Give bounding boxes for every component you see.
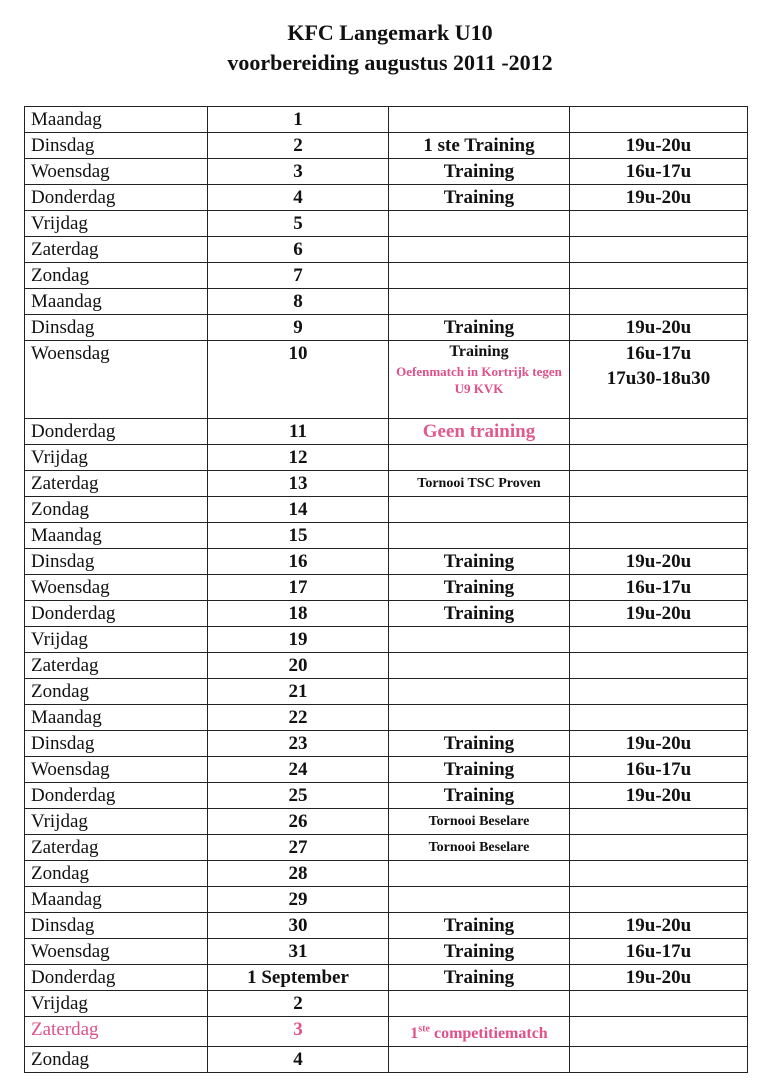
time-cell (570, 341, 748, 419)
time-cell: 19u-20u (570, 133, 748, 159)
table-row (25, 757, 748, 783)
day-cell: Vrijdag (25, 445, 208, 471)
table-row (25, 601, 748, 627)
activity-cell: Training (389, 159, 570, 185)
activity-cell: Training (389, 731, 570, 757)
date-cell: 29 (208, 887, 389, 913)
date-cell: 14 (208, 497, 389, 523)
time-cell (570, 263, 748, 289)
day-cell: Donderdag (25, 601, 208, 627)
time-cell (570, 471, 748, 497)
activity-cell: Training (389, 575, 570, 601)
date-cell: 20 (208, 653, 389, 679)
table-row (25, 497, 748, 523)
table-row (25, 887, 748, 913)
time-cell: 19u-20u (570, 549, 748, 575)
day-cell: Vrijdag (25, 991, 208, 1017)
table-row (25, 185, 748, 211)
activity-cell: Training (389, 913, 570, 939)
date-cell: 1 September (208, 965, 389, 991)
table-row (25, 965, 748, 991)
time-cell (570, 107, 748, 133)
activity-cell: 1 ste Training (389, 133, 570, 159)
activity-text: competitiematch (433, 1025, 548, 1043)
time-cell (570, 809, 748, 835)
activity-cell (389, 653, 570, 679)
day-cell: Dinsdag (25, 315, 208, 341)
day-cell: Zondag (25, 263, 208, 289)
activity-cell (389, 887, 570, 913)
day-cell: Zaterdag (25, 835, 208, 861)
time-cell: 19u-20u (570, 965, 748, 991)
time-cell (570, 419, 748, 445)
time-cell (570, 627, 748, 653)
activity-cell: Tornooi Beselare (389, 835, 570, 861)
date-cell: 23 (208, 731, 389, 757)
day-cell: Donderdag (25, 965, 208, 991)
day-cell: Zondag (25, 861, 208, 887)
day-cell: Dinsdag (25, 549, 208, 575)
time-cell (570, 705, 748, 731)
day-cell: Donderdag (25, 185, 208, 211)
date-cell: 21 (208, 679, 389, 705)
activity-cell: Training (389, 315, 570, 341)
table-row (25, 575, 748, 601)
table-row (25, 653, 748, 679)
date-cell: 2 (208, 991, 389, 1017)
table-row (25, 107, 748, 133)
day-cell: Dinsdag (25, 731, 208, 757)
time-cell (570, 237, 748, 263)
activity-cell (389, 991, 570, 1017)
activity-cell: Training (389, 549, 570, 575)
time-cell (570, 991, 748, 1017)
date-cell: 11 (208, 419, 389, 445)
activity-cell: Training (389, 185, 570, 211)
activity-cell: Training (389, 783, 570, 809)
date-cell: 13 (208, 471, 389, 497)
activity-cell (389, 107, 570, 133)
table-row (25, 523, 748, 549)
table-row (25, 913, 748, 939)
date-cell: 27 (208, 835, 389, 861)
time-cell (570, 887, 748, 913)
table-row (25, 237, 748, 263)
day-cell: Maandag (25, 523, 208, 549)
activity-cell (389, 861, 570, 887)
time-cell (570, 679, 748, 705)
activity-cell (389, 289, 570, 315)
activity-cell (389, 523, 570, 549)
table-row (25, 783, 748, 809)
activity-cell: Training (389, 939, 570, 965)
time-cell: 19u-20u (570, 185, 748, 211)
time-cell (570, 211, 748, 237)
date-cell: 24 (208, 757, 389, 783)
day-cell: Maandag (25, 107, 208, 133)
date-cell: 3 (208, 1017, 389, 1047)
activity-cell (389, 1017, 570, 1047)
table-row (25, 419, 748, 445)
time-cell (570, 497, 748, 523)
activity-cell (389, 445, 570, 471)
page-subtitle: voorbereiding augustus 2011 -2012 (227, 50, 553, 75)
table-row (25, 835, 748, 861)
day-cell: Woensdag (25, 757, 208, 783)
time-cell (570, 445, 748, 471)
date-cell: 30 (208, 913, 389, 939)
time-cell: 19u-20u (570, 783, 748, 809)
day-cell: Vrijdag (25, 627, 208, 653)
day-cell: Dinsdag (25, 913, 208, 939)
day-cell: Zaterdag (25, 1017, 208, 1047)
table-row (25, 315, 748, 341)
day-cell: Zondag (25, 679, 208, 705)
day-cell: Woensdag (25, 159, 208, 185)
date-cell: 9 (208, 315, 389, 341)
date-cell: 16 (208, 549, 389, 575)
table-row (25, 809, 748, 835)
date-cell: 1 (208, 107, 389, 133)
activity-cell (389, 211, 570, 237)
time-cell: 19u-20u (570, 315, 748, 341)
date-cell: 5 (208, 211, 389, 237)
table-row (25, 1047, 748, 1073)
activity-cell (389, 341, 570, 419)
ordinal-number: 1 (410, 1025, 419, 1043)
time-cell: 19u-20u (570, 601, 748, 627)
date-cell: 28 (208, 861, 389, 887)
table-row (25, 627, 748, 653)
day-cell: Zondag (25, 1047, 208, 1073)
activity-cell (389, 263, 570, 289)
activity-cell (389, 627, 570, 653)
day-cell: Maandag (25, 289, 208, 315)
time-cell: 16u-17u (570, 575, 748, 601)
day-cell: Zaterdag (25, 237, 208, 263)
schedule-table (24, 106, 748, 1073)
day-cell: Vrijdag (25, 809, 208, 835)
activity-cell: Geen training (389, 419, 570, 445)
date-cell: 19 (208, 627, 389, 653)
day-cell: Maandag (25, 705, 208, 731)
date-cell: 10 (208, 341, 389, 419)
activity-cell: Tornooi Beselare (389, 809, 570, 835)
activity-cell (389, 705, 570, 731)
activity-cell: Training (389, 965, 570, 991)
date-cell: 6 (208, 237, 389, 263)
date-cell: 31 (208, 939, 389, 965)
activity-label (410, 1025, 547, 1042)
time-cell: 16u-17u (570, 757, 748, 783)
time-cell (570, 653, 748, 679)
date-cell: 3 (208, 159, 389, 185)
date-cell: 2 (208, 133, 389, 159)
date-cell: 17 (208, 575, 389, 601)
activity-cell: Tornooi TSC Proven (389, 471, 570, 497)
activity-note: Oefenmatch in Kortrijk tegen U9 KVK (396, 364, 562, 396)
ordinal-suffix: ste (418, 1024, 430, 1035)
day-cell: Zaterdag (25, 653, 208, 679)
day-cell: Zondag (25, 497, 208, 523)
table-row (25, 861, 748, 887)
time-cell: 19u-20u (570, 731, 748, 757)
day-cell: Vrijdag (25, 211, 208, 237)
day-cell: Donderdag (25, 419, 208, 445)
time-cell: 16u-17u (570, 159, 748, 185)
activity-cell (389, 497, 570, 523)
time-cell (570, 523, 748, 549)
time-cell (570, 1047, 748, 1073)
table-row (25, 445, 748, 471)
day-cell: Donderdag (25, 783, 208, 809)
date-cell: 12 (208, 445, 389, 471)
activity-cell (389, 237, 570, 263)
date-cell: 8 (208, 289, 389, 315)
table-row (25, 341, 748, 419)
date-cell: 15 (208, 523, 389, 549)
day-cell: Woensdag (25, 939, 208, 965)
time-label-secondary: 17u30-18u30 (606, 368, 711, 389)
time-cell: 19u-20u (570, 913, 748, 939)
table-row (25, 263, 748, 289)
activity-label: Training (449, 343, 509, 360)
date-cell: 25 (208, 783, 389, 809)
time-cell: 16u-17u (570, 939, 748, 965)
page-title: KFC Langemark U10 (287, 20, 493, 45)
table-row (25, 159, 748, 185)
date-cell: 7 (208, 263, 389, 289)
day-cell: Woensdag (25, 575, 208, 601)
table-row (25, 471, 748, 497)
activity-cell: Training (389, 601, 570, 627)
table-row (25, 939, 748, 965)
table-row (25, 549, 748, 575)
table-row (25, 289, 748, 315)
date-cell: 22 (208, 705, 389, 731)
date-cell: 4 (208, 185, 389, 211)
table-row (25, 731, 748, 757)
day-cell: Dinsdag (25, 133, 208, 159)
table-row (25, 211, 748, 237)
table-row (25, 133, 748, 159)
day-cell: Maandag (25, 887, 208, 913)
date-cell: 18 (208, 601, 389, 627)
time-cell (570, 861, 748, 887)
time-label: 16u-17u (625, 343, 692, 364)
activity-cell: Training (389, 757, 570, 783)
table-row (25, 991, 748, 1017)
table-row (25, 705, 748, 731)
date-cell: 26 (208, 809, 389, 835)
activity-cell (389, 1047, 570, 1073)
table-row (25, 679, 748, 705)
time-cell (570, 835, 748, 861)
day-cell: Woensdag (25, 341, 208, 419)
time-cell (570, 289, 748, 315)
table-row (25, 1017, 748, 1047)
activity-cell (389, 679, 570, 705)
time-cell (570, 1017, 748, 1047)
day-cell: Zaterdag (25, 471, 208, 497)
date-cell: 4 (208, 1047, 389, 1073)
